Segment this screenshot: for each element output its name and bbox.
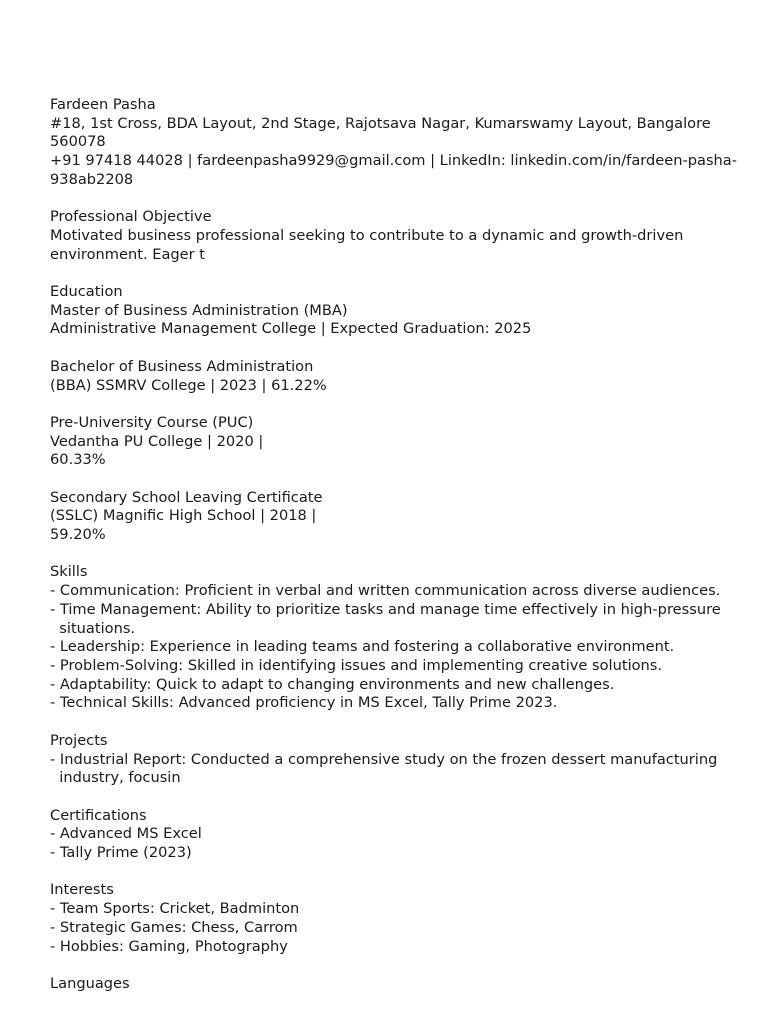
resume-document [50,96,762,994]
education-entry-line: 59.20% [50,526,106,544]
skill-item: - Communication: Proficient in verbal and written communication across diverse audiences. [50,582,721,600]
education-section [50,283,762,545]
skill-item: - Problem-Solving: Skilled in identifying issues and implementing creative solutions. [50,657,663,674]
header [50,96,762,190]
education-entry-line: Master of Business Administration (MBA) [50,301,348,319]
candidate-name: Fardeen Pasha [50,96,156,113]
education-entry-line: (BBA) SSMRV College | 2023 | 61.22% [50,376,327,394]
skill-item: - Leadership: Experience in leading teams and fostering a collaborative environment. [50,638,675,656]
skills-section [50,563,762,713]
objective-section [50,208,762,264]
address: #18, 1st Cross, BDA Layout, 2nd Stage, Rajotsava Nagar, Kumarswamy Layout, Bangalore 560078 [50,114,711,151]
project-item: - Industrial Report: Conducted a comprehensive study on the frozen dessert manufacturing industry, focusin [50,750,718,787]
education-entry-line: Secondary School Leaving Certificate [50,488,323,506]
contact-line-continued: 938ab2208 [50,170,134,188]
interest-item: - Team Sports: Cricket, Badminton [50,900,300,918]
certification-item: - Advanced MS Excel [50,825,202,843]
section-title-objective: Professional Objective [50,208,212,226]
section-title-certifications: Certifications [50,806,147,824]
section-title-interests: Interests [50,881,114,899]
education-entry-line: Bachelor of Business Administration [50,357,314,375]
contact-line: +91 97418 44028 | fardeenpasha9929@gmail.com | LinkedIn: linkedin.com/in/fardeen-pasha- [50,152,738,170]
section-title-languages: Languages [50,974,130,992]
skill-item: - Technical Skills: Advanced proficiency in MS Excel, Tally Prime 2023. [50,694,558,712]
education-entry-line: Pre-University Course (PUC) [50,413,254,431]
education-entry-line: Vedantha PU College | 2020 | [50,432,264,450]
section-title-skills: Skills [50,563,88,581]
certification-item: - Tally Prime (2023) [50,844,192,861]
objective-text: Motivated business professional seeking to contribute to a dynamic and growth-driven environment. Eager t [50,226,684,263]
projects-section [50,732,762,788]
languages-section [50,975,762,994]
section-title-projects: Projects [50,731,108,749]
interest-item: - Hobbies: Gaming, Photography [50,937,288,955]
interests-section [50,881,762,956]
education-entry-line: (SSLC) Magnific High School | 2018 | [50,507,317,525]
education-entry-line: Administrative Management College | Expected Graduation: 2025 [50,320,532,338]
skill-item: - Adaptability: Quick to adapt to changing environments and new challenges. [50,675,615,693]
section-title-education: Education [50,283,123,300]
skill-item: - Time Management: Ability to prioritize tasks and manage time effectively in high-pressure situations. [50,600,721,637]
certifications-section [50,807,762,863]
education-entry-line: 60.33% [50,451,106,469]
interest-item: - Strategic Games: Chess, Carrom [50,918,298,936]
